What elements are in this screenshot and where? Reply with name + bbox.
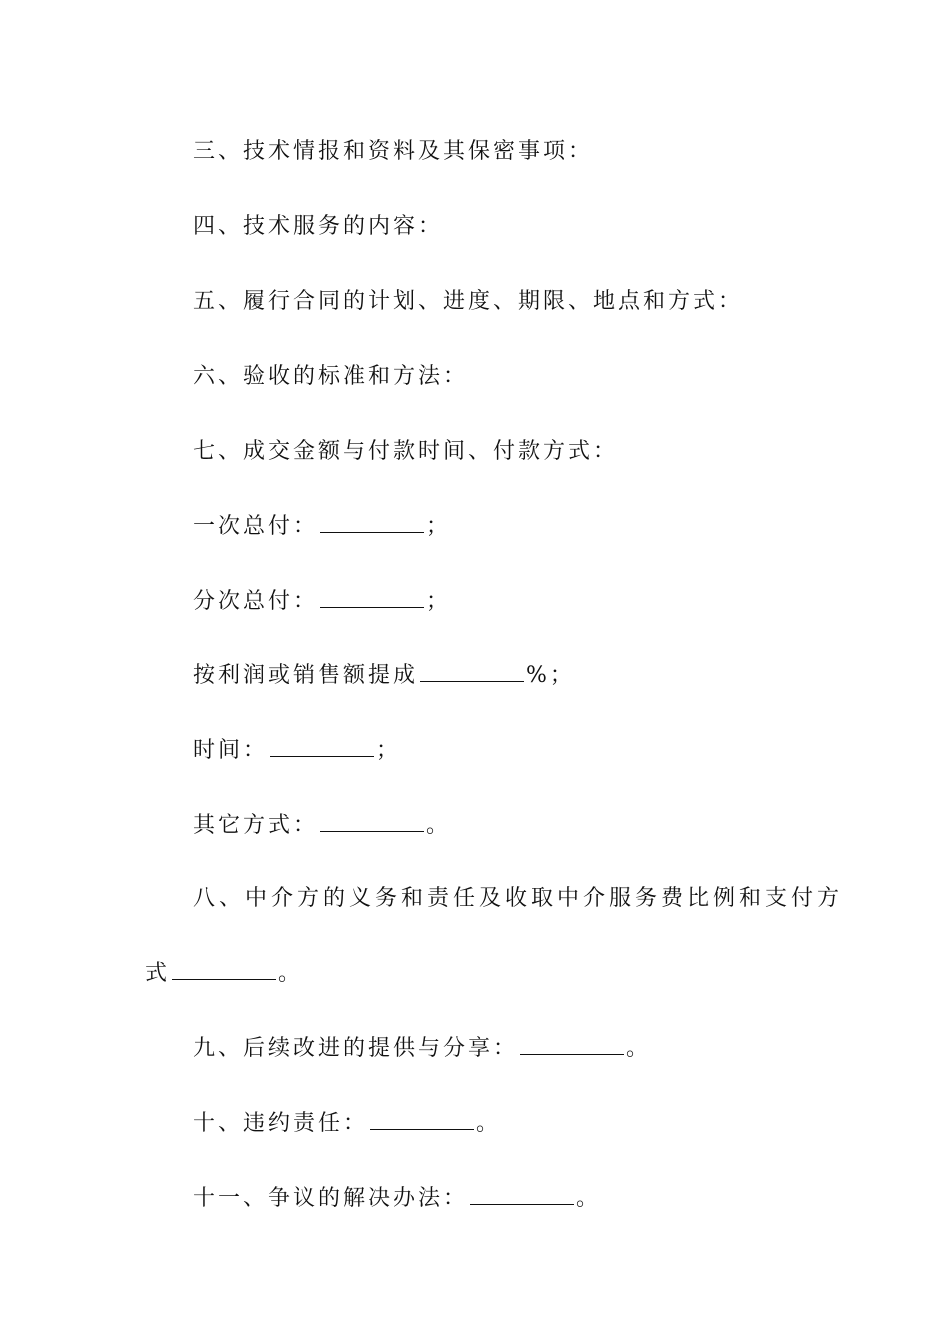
section-5-heading	[193, 287, 743, 317]
section-9-line	[193, 1034, 651, 1064]
section-11-line	[193, 1184, 601, 1214]
installment-label: 分次总付：	[193, 589, 319, 614]
section-6-text: 六、验收的标准和方法：	[193, 364, 469, 389]
lump-sum-payment-line	[193, 512, 451, 542]
section-10-line	[193, 1109, 501, 1139]
time-blank[interactable]	[270, 736, 374, 757]
time-line	[193, 736, 401, 766]
section-8-text-line1: 八、中介方的义务和责任及收取中介服务费比例和支付方	[193, 886, 844, 911]
section-11-end: 。	[576, 1186, 602, 1211]
section-4-heading	[193, 212, 443, 242]
commission-end: %；	[526, 663, 575, 688]
other-method-label: 其它方式：	[193, 813, 319, 838]
section-8-heading	[193, 884, 843, 914]
section-11-label: 十一、争议的解决办法：	[193, 1186, 469, 1211]
lump-sum-end: ；	[426, 514, 452, 539]
other-method-end: 。	[426, 813, 452, 838]
section-3-text: 三、技术情报和资料及其保密事项：	[193, 139, 594, 164]
time-end: ；	[376, 738, 402, 763]
section-9-label: 九、后续改进的提供与分享：	[193, 1036, 519, 1061]
lump-sum-label: 一次总付：	[193, 514, 319, 539]
installment-payment-line	[193, 587, 451, 617]
section-10-label: 十、违约责任：	[193, 1111, 369, 1136]
section-7-text: 七、成交金额与付款时间、付款方式：	[193, 439, 619, 464]
commission-blank[interactable]	[420, 661, 524, 682]
installment-end: ；	[426, 589, 452, 614]
section-10-end: 。	[476, 1111, 502, 1136]
section-8-continuation	[145, 959, 303, 989]
section-11-blank[interactable]	[470, 1184, 574, 1205]
section-9-end: 。	[626, 1036, 652, 1061]
section-8-blank[interactable]	[172, 959, 276, 980]
section-5-text: 五、履行合同的计划、进度、期限、地点和方式：	[193, 289, 744, 314]
section-3-heading	[193, 137, 593, 167]
section-6-heading	[193, 362, 468, 392]
commission-line	[193, 661, 575, 691]
commission-label: 按利润或销售额提成	[193, 663, 419, 688]
section-8-end: 。	[278, 961, 304, 986]
section-9-blank[interactable]	[520, 1034, 624, 1055]
lump-sum-blank[interactable]	[320, 512, 424, 533]
section-10-blank[interactable]	[370, 1109, 474, 1130]
time-label: 时间：	[193, 738, 269, 763]
other-method-blank[interactable]	[320, 811, 424, 832]
installment-blank[interactable]	[320, 587, 424, 608]
section-4-text: 四、技术服务的内容：	[193, 214, 444, 239]
other-method-line	[193, 811, 451, 841]
section-8-text-line2: 式	[145, 961, 171, 986]
section-7-heading	[193, 437, 618, 467]
